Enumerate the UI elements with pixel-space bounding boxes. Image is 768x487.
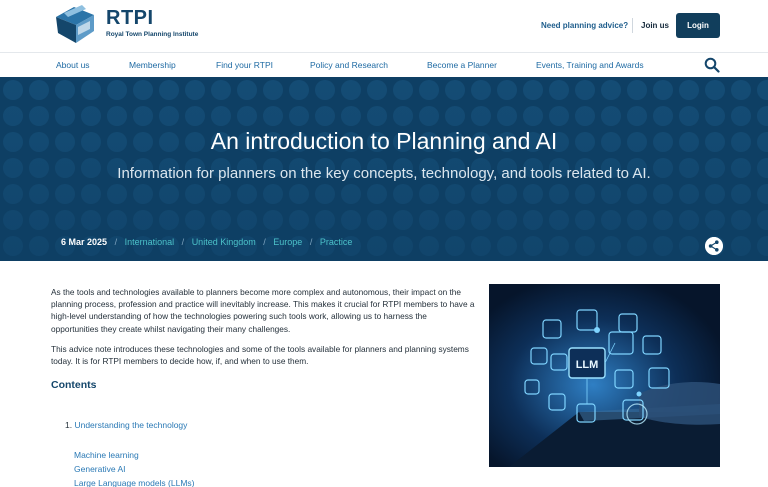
meta-separator: / (181, 237, 185, 247)
llm-label: LLM (575, 359, 599, 371)
tag-practice[interactable]: Practice (319, 237, 353, 247)
nav-item-about-us[interactable]: About us (56, 60, 90, 70)
article-meta (61, 237, 352, 247)
hero-banner (0, 77, 768, 261)
search-icon[interactable] (704, 57, 720, 73)
planning-advice-link[interactable]: Need planning advice? (541, 21, 629, 30)
tag-united-kingdom[interactable]: United Kingdom (191, 237, 256, 247)
toc-link-understanding-technology[interactable]: Understanding the technology (74, 420, 188, 430)
publish-date: 6 Mar 2025 (61, 237, 108, 247)
meta-separator: / (114, 237, 118, 247)
header-divider (632, 18, 633, 33)
table-of-contents (65, 420, 187, 430)
article-body (51, 286, 476, 391)
meta-separator: / (263, 237, 266, 247)
rtpi-logo-icon (52, 3, 98, 47)
toc-link-generative-ai[interactable]: Generative AI (74, 464, 126, 474)
toc-link-llms[interactable]: Large Language models (LLMs) (74, 478, 195, 487)
rtpi-logo[interactable] (52, 3, 212, 47)
brand-full-name: Royal Town Planning Institute (106, 31, 199, 38)
ai-illustration-image (489, 284, 720, 467)
nav-item-membership[interactable]: Membership (129, 60, 176, 70)
tag-international[interactable]: International (124, 237, 175, 247)
contents-heading: Contents (51, 379, 97, 392)
join-us-link[interactable]: Join us (641, 21, 670, 30)
page-title: An introduction to Planning and AI (210, 128, 558, 154)
share-icon[interactable] (705, 237, 723, 255)
tag-europe[interactable]: Europe (273, 237, 303, 247)
toc-link-machine-learning[interactable]: Machine learning (74, 450, 139, 460)
nav-item-become-a-planner[interactable]: Become a Planner (427, 60, 497, 70)
toc-sub-links (74, 448, 195, 487)
nav-item-events-training-awards[interactable]: Events, Training and Awards (536, 60, 644, 70)
brand-name: RTPI (106, 7, 154, 29)
intro-paragraph-2: This advice note introduces these technologies and some of the tools available for planners and planning systems today. It is for RTPI members to decide how, if, and when to use them. (51, 343, 469, 367)
meta-separator: / (309, 237, 313, 247)
page-subtitle: Information for planners on the key concepts, technology, and tools related to AI. (117, 165, 651, 182)
toc-number: 1. (65, 420, 73, 430)
site-header (0, 0, 768, 52)
intro-paragraph: As the tools and technologies available to planners become more complex and autonomous, their impact on the planning process, profession and practice will inevitably increase. This makes it crucial for RTPI members to have a high-level understanding of how the technologies powering such tools work, allowing us to harness the opportunities they create whilst navigating their many challenges. (51, 287, 475, 334)
nav-item-find-your-rtpi[interactable]: Find your RTPI (216, 60, 274, 70)
login-button[interactable]: Login (676, 13, 720, 38)
main-nav (0, 52, 768, 76)
nav-item-policy-research[interactable]: Policy and Research (310, 60, 388, 70)
